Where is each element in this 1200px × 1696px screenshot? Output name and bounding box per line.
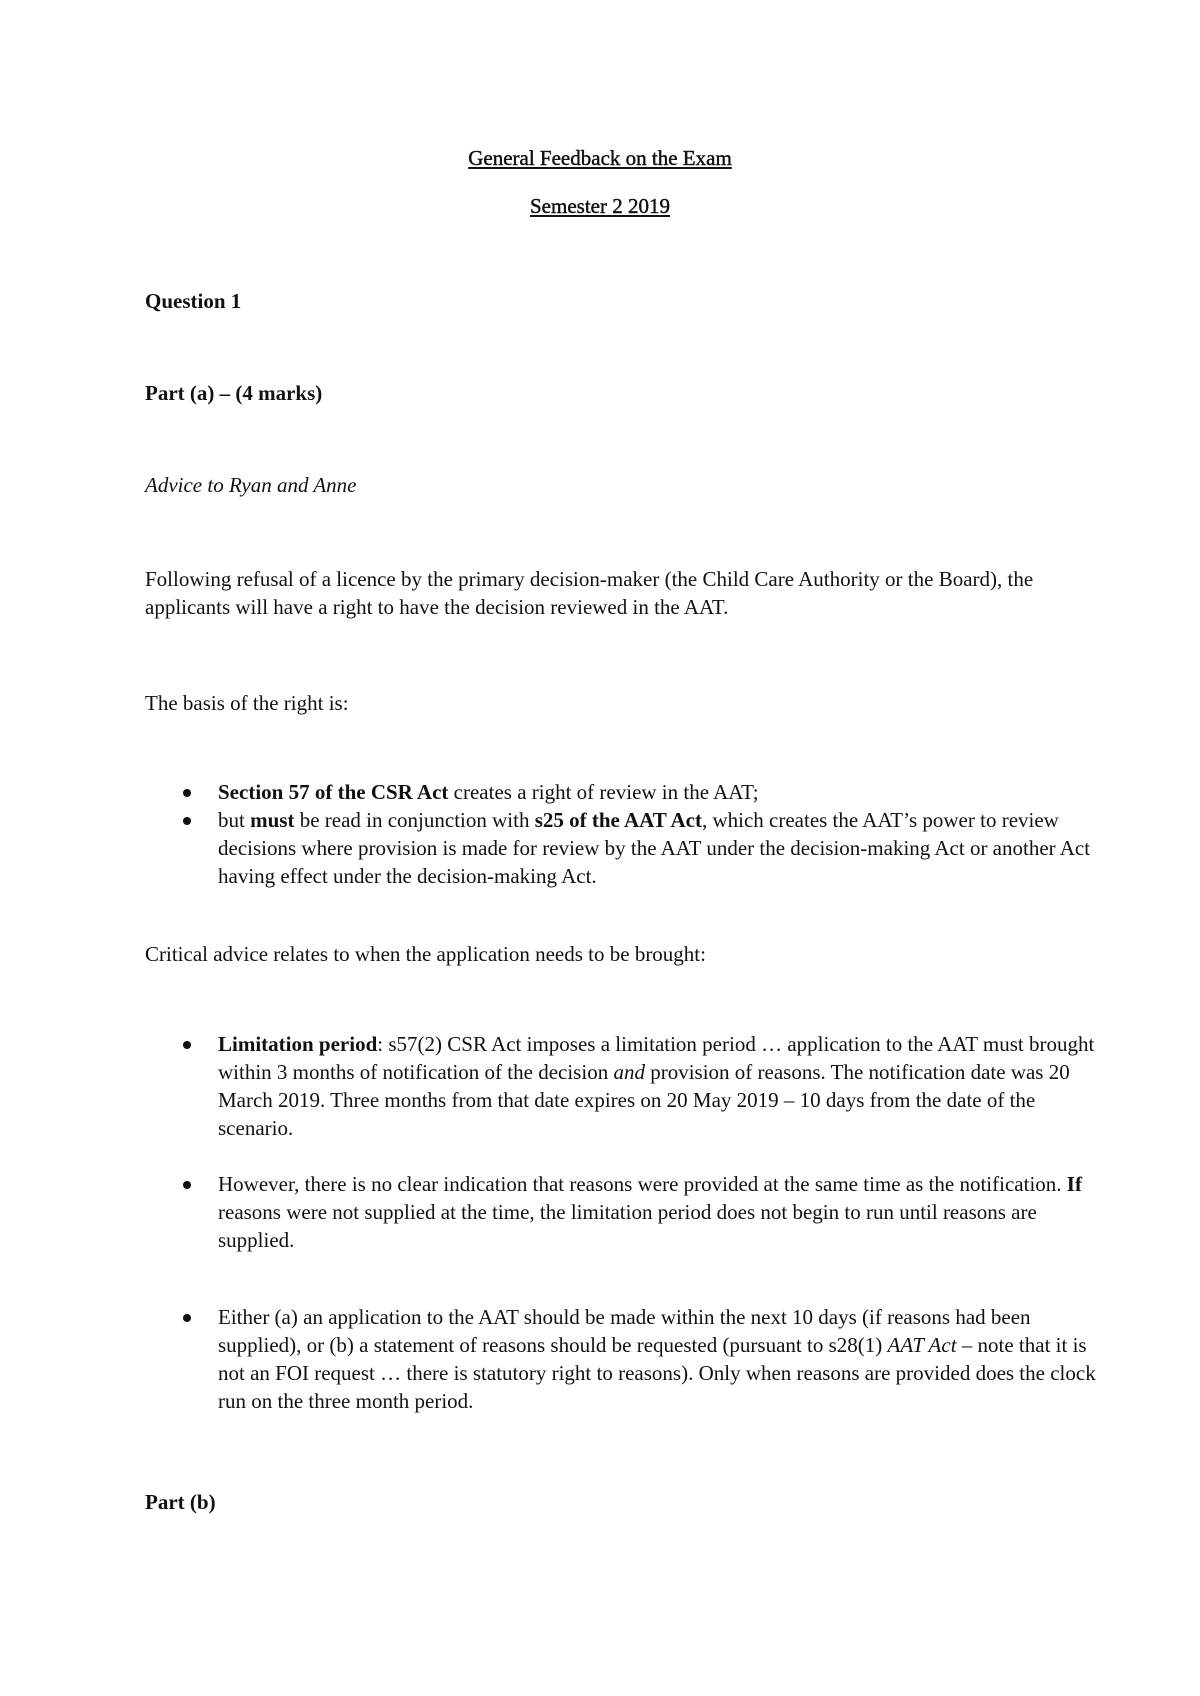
timing-bullet-list [145, 1030, 1105, 1142]
bullet-text: : s57(2) CSR Act imposes a limitation period … application to the AAT must brought within 3 months of notification of the decision [218, 1032, 1095, 1084]
timing-bullet-list-2 [145, 1170, 1105, 1254]
bullet-text: reasons were not supplied at the time, the limitation period does not begin to run until reasons are supplied. [218, 1200, 1037, 1252]
part-b-heading: Part (b) [145, 1490, 216, 1514]
bullet-text: but [218, 808, 251, 832]
bullet-italic-text: AAT Act [887, 1333, 957, 1357]
list-item [145, 806, 1105, 890]
bullet-icon [183, 1041, 191, 1049]
timing-bullet-list-3 [145, 1303, 1105, 1415]
bullet-icon [183, 1181, 191, 1189]
bullet-bold-text: Section 57 of the CSR Act [218, 780, 449, 804]
critical-paragraph: Critical advice relates to when the application needs to be brought: [145, 942, 706, 966]
list-item [145, 778, 1105, 806]
list-item [145, 1303, 1105, 1415]
list-item [145, 1170, 1105, 1254]
bullet-bold-text: must [250, 808, 295, 832]
bullet-text: , which creates the AAT’s power to review decisions where provision is made for review by the AAT under the decision-making Act or another Act having effect under the decision-making Act. [218, 808, 1091, 888]
bullet-text: provision of reasons. The notification date was 20 March 2019. Three months from that date expires on 20 May 2019 – 10 days from the date of the scenario. [218, 1060, 1070, 1140]
bullet-icon [183, 1314, 191, 1322]
bullet-text: – note that it is not an FOI request … there is statutory right to reasons). Only when reasons are provided does the clock run on the three month period. [218, 1333, 1096, 1413]
bullet-text: be read in conjunction with [294, 808, 535, 832]
basis-paragraph: The basis of the right is: [145, 691, 349, 715]
bullet-text: Either (a) an application to the AAT should be made within the next 10 days (if reasons had been supplied), or (b) a statement of reasons should be requested (pursuant to s28(1) [218, 1305, 1031, 1357]
bullet-bold-text: Limitation period [218, 1032, 378, 1056]
part-a-heading: Part (a) – (4 marks) [145, 381, 323, 405]
bullet-text: However, there is no clear indication that reasons were provided at the same time as the notification. [218, 1172, 1067, 1196]
basis-bullet-list [145, 778, 1105, 890]
document-title: General Feedback on the Exam [468, 146, 732, 170]
document-subtitle: Semester 2 2019 [530, 194, 670, 218]
list-item [145, 1030, 1105, 1142]
bullet-text: creates a right of review in the AAT; [448, 780, 759, 804]
bullet-italic-text: and [613, 1060, 645, 1084]
advice-heading: Advice to Ryan and Anne [145, 473, 357, 497]
bullet-bold-text: s25 of the AAT Act [534, 808, 702, 832]
question-heading: Question 1 [145, 289, 242, 313]
bullet-bold-text: If [1066, 1172, 1082, 1196]
bullet-icon [183, 789, 191, 797]
intro-paragraph: Following refusal of a licence by the primary decision-maker (the Child Care Authority or the Board), the applicants will have a right to have the decision reviewed in the AAT. [145, 567, 1034, 619]
bullet-icon [183, 817, 191, 825]
